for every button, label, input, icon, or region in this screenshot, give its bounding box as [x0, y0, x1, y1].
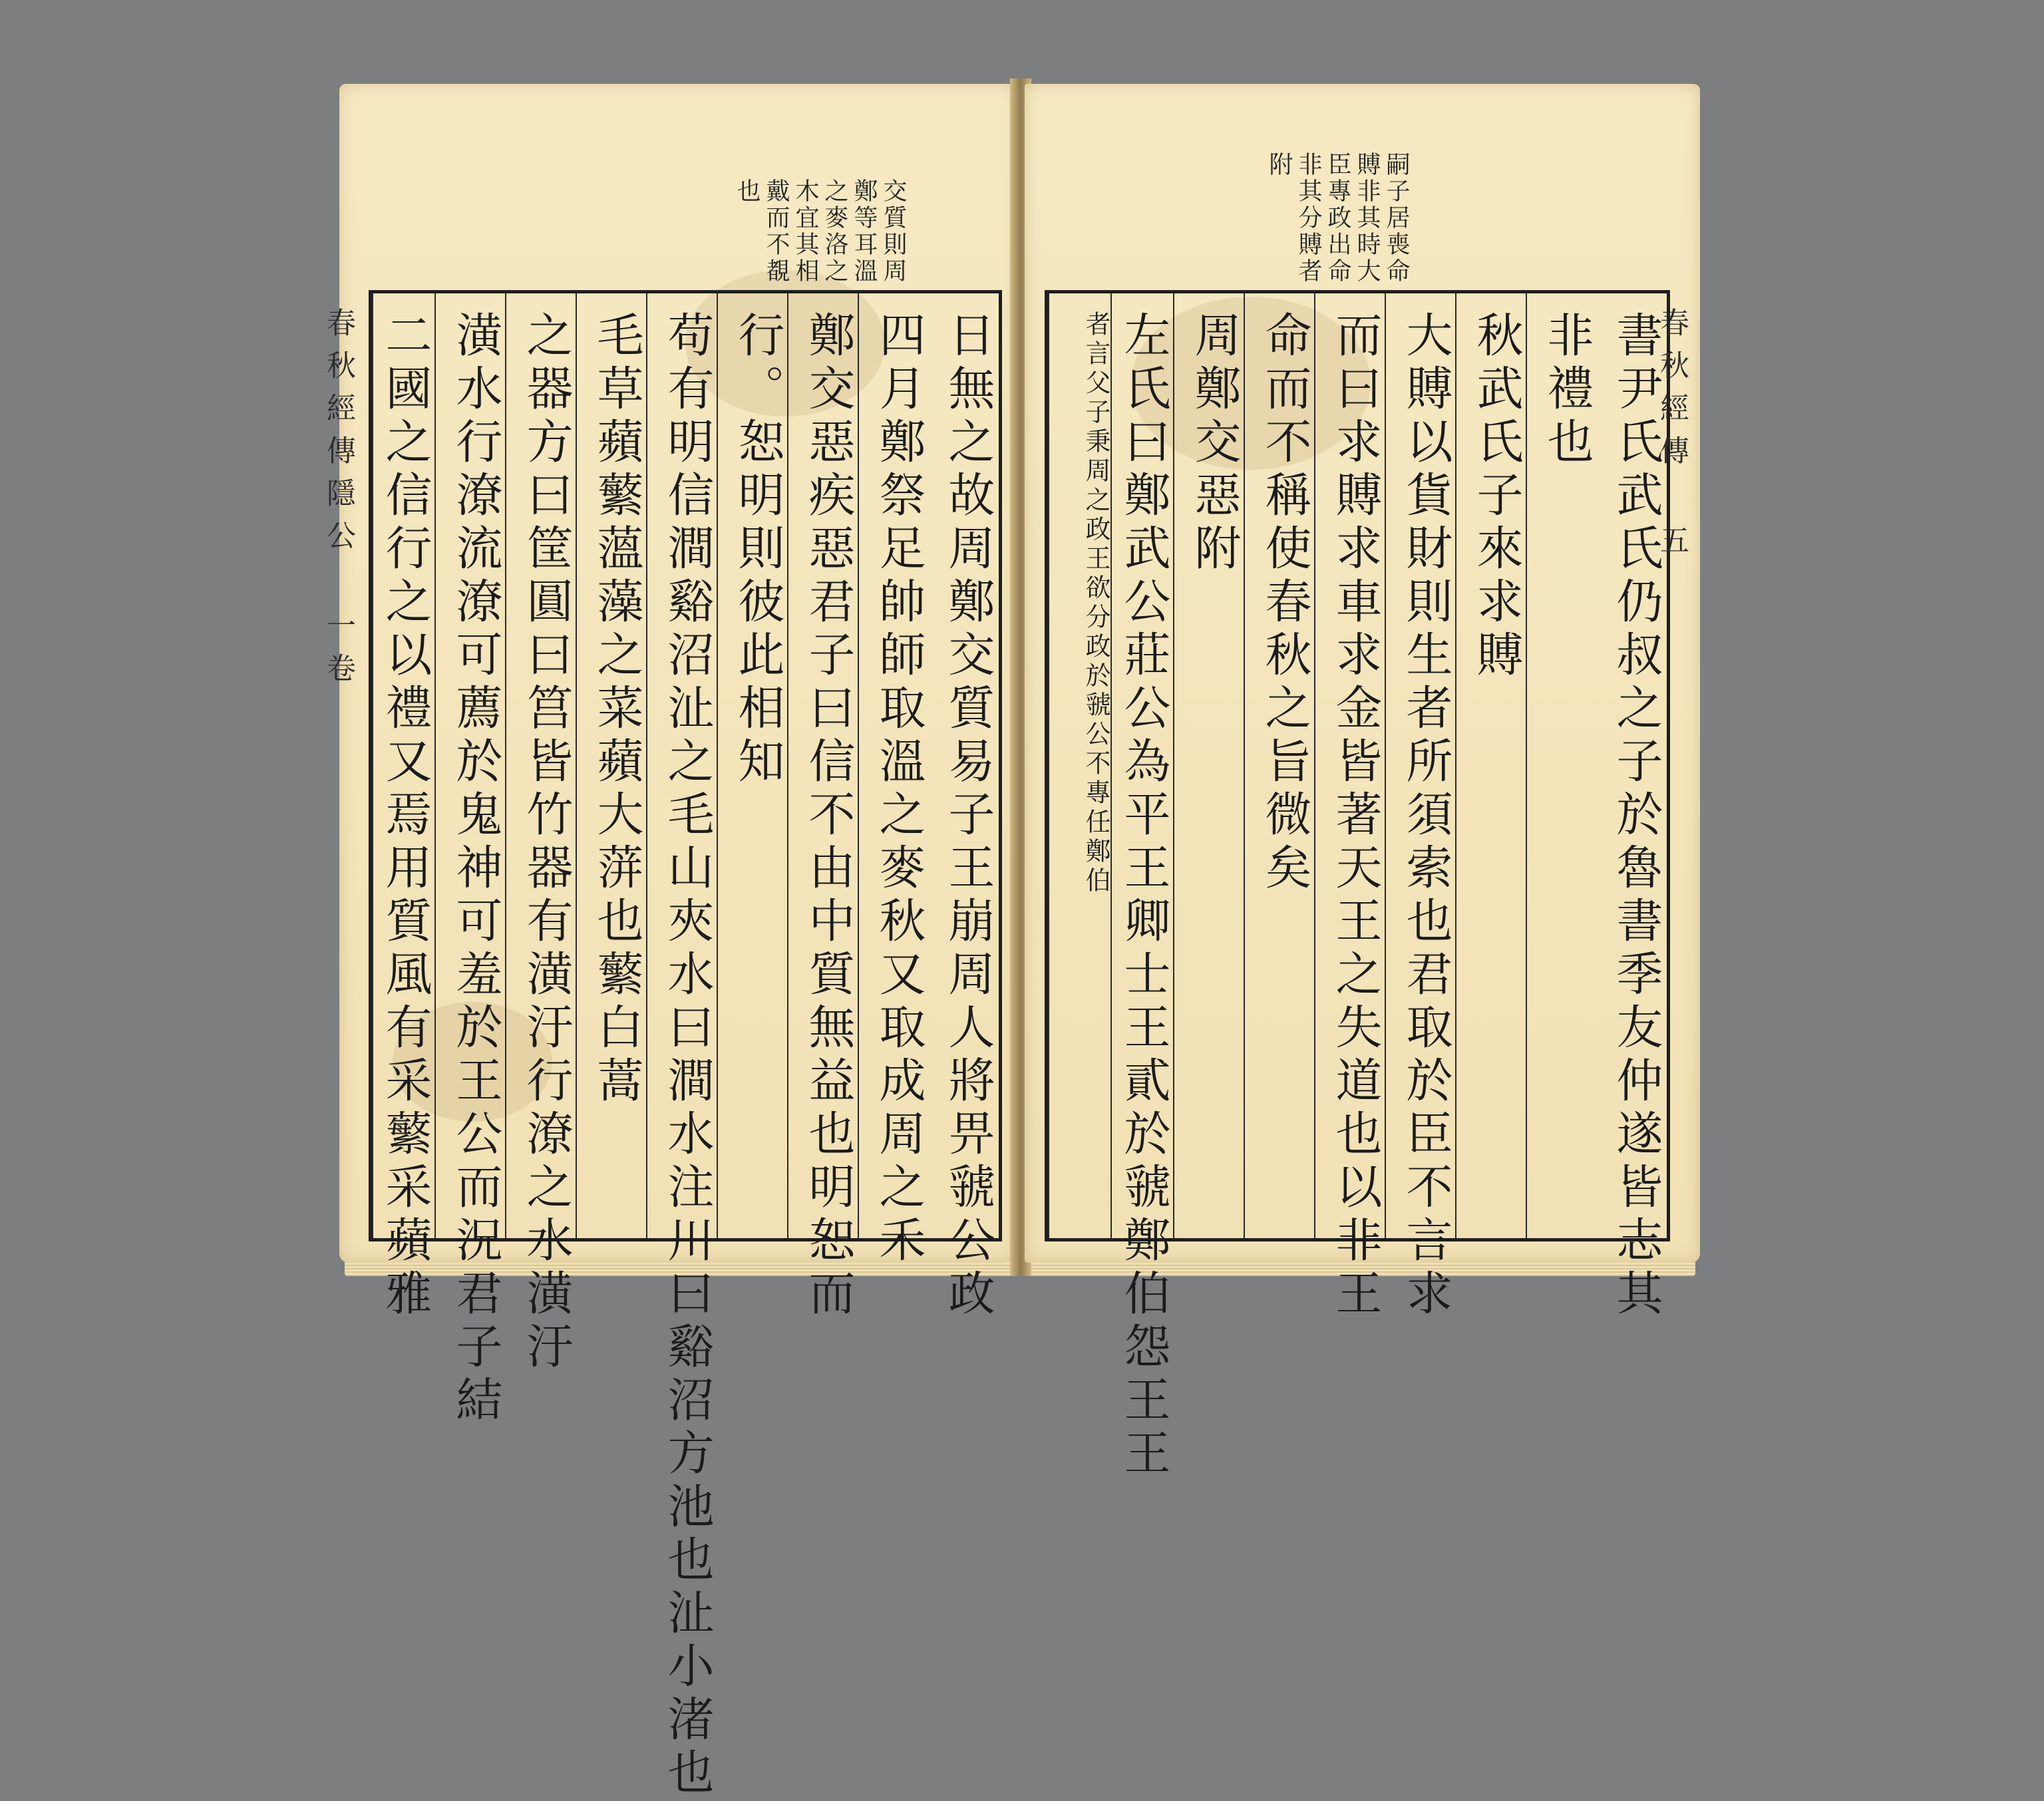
text-column: 非禮也 [1526, 293, 1598, 1238]
text-column: 二國之信行之以禮又焉用質風有采蘩采蘋雅 [372, 293, 436, 1238]
right-head-note: 嗣子居喪命賻非其時大臣專政出命非其分賻者附 [1266, 152, 1410, 285]
left-text-frame [369, 290, 1002, 1801]
text-column: 之器方曰筐圓曰筥皆竹器有潢汙行潦之水潢汙 [505, 293, 577, 1238]
text-column: 秋武氏子來求賻 [1455, 293, 1527, 1238]
text-column: 鄭交惡疾惡君子曰信不由中質無益也明恕而 [787, 293, 859, 1238]
text-column: 大賻以貨財則生者所須索也君取於臣不言求 [1385, 293, 1456, 1238]
text-column: 周鄭交惡附 [1173, 293, 1245, 1238]
text-column: 行。恕明則彼此相知 [717, 293, 788, 1238]
text-column: 而曰求賻求車求金皆著天王之失道也以非王 [1314, 293, 1386, 1238]
text-column: 左氏曰鄭武公莊公為平王卿士王貳於虢鄭伯怨王王 [1110, 293, 1174, 1238]
text-column: 潢水行潦流潦可薦於鬼神可羞於王公而況君子結 [434, 293, 506, 1238]
left-folio: 春秋經傳隱公 一卷 [321, 307, 355, 695]
right-text-frame [1045, 290, 1670, 1482]
right-folio: 春秋經傳 五 [1655, 307, 1689, 568]
open-book [321, 79, 1707, 1801]
text-column: 四月鄭祭足帥師取溫之麥秋又取成周之禾 [858, 293, 930, 1238]
text-column: 書尹氏武氏仍叔之子於魯書季友仲遂皆志其 [1609, 311, 1663, 1322]
text-column: 命而不稱使春秋之旨微矣 [1244, 293, 1315, 1238]
text-column: 毛草蘋蘩薀藻之菜蘋大蓱也蘩白蒿 [576, 293, 647, 1238]
text-column: 日無之故周鄭交質易子王崩周人將畀虢公政 [941, 311, 995, 1322]
text-column: 苟有明信澗谿沼沚之毛山夾水曰澗水注川曰谿沼方池也沚小渚也 [646, 293, 718, 1238]
text-column: 者言父子秉周之政王欲分政於虢公不專任鄭伯 [1048, 293, 1112, 1238]
left-head-note: 交質則周鄭等耳溫之麥洛之木宜其相戴而不覩也 [733, 178, 907, 285]
